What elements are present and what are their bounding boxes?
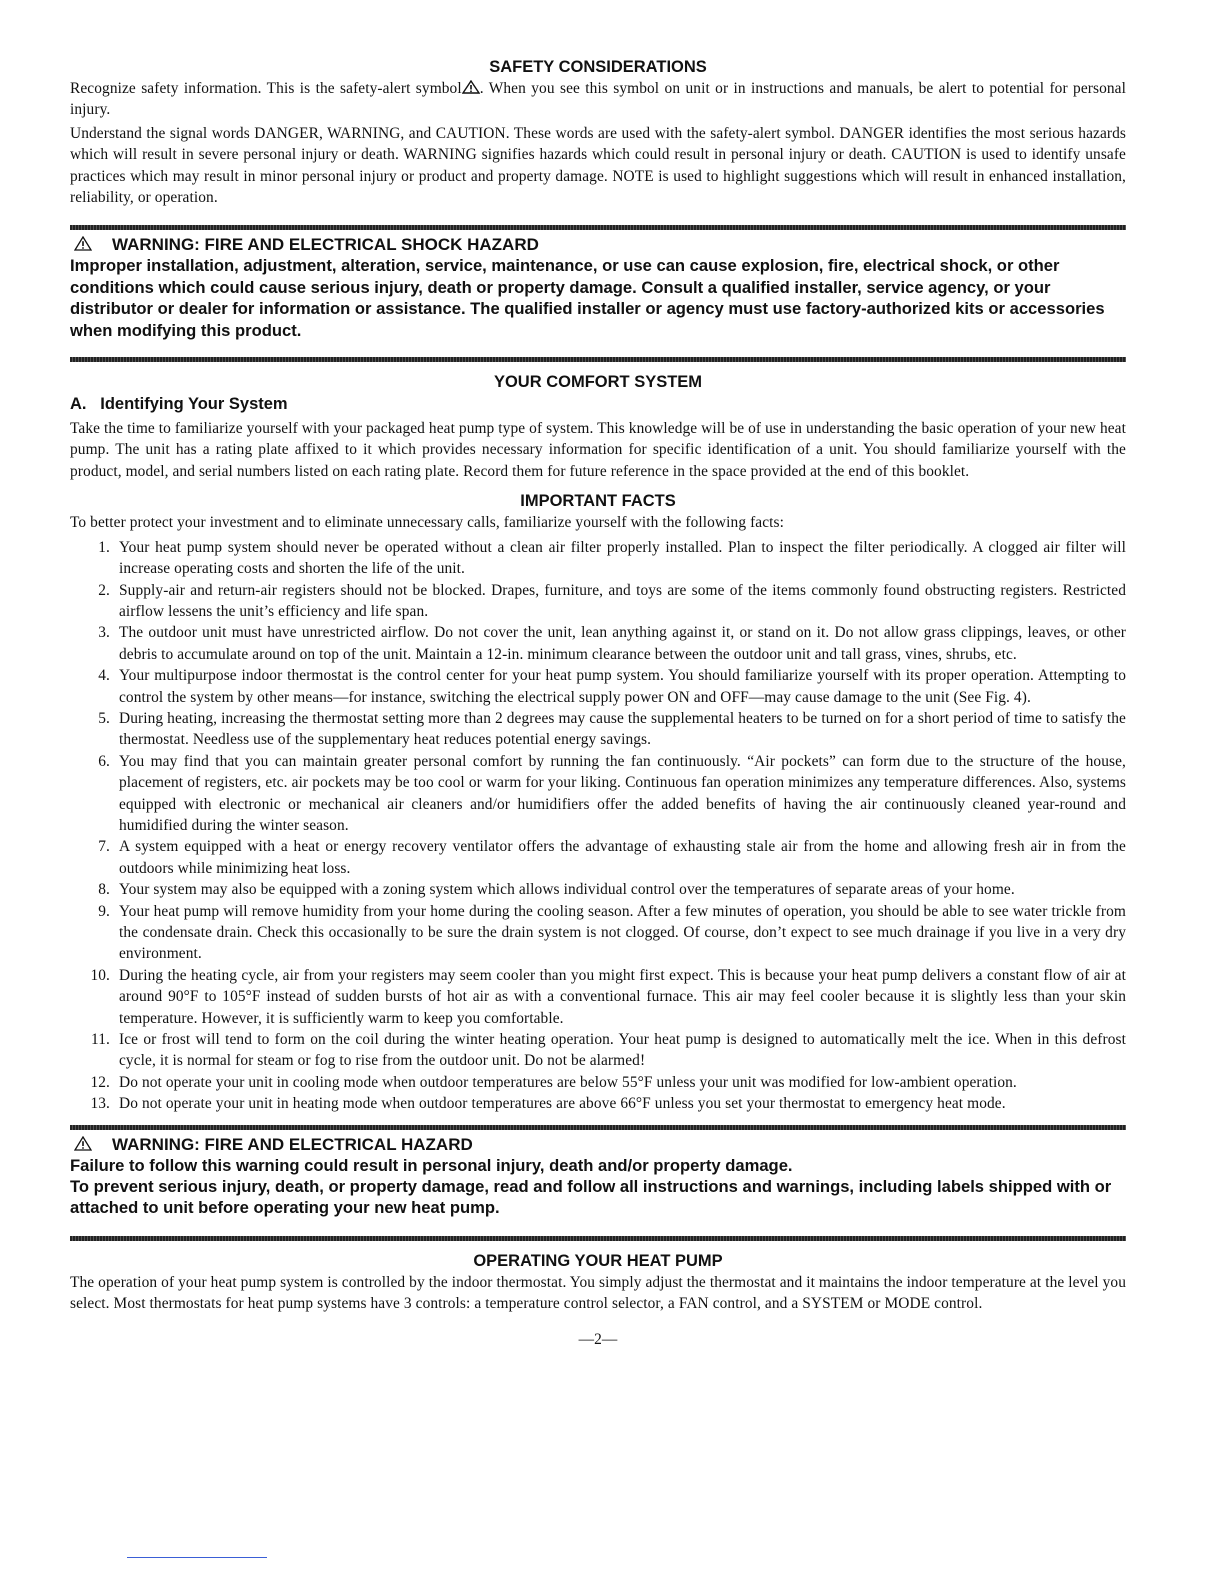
warning-triangle-icon [74,236,92,251]
fact-number: 7. [98,838,110,856]
fact-number: 1. [98,538,110,556]
divider-rule [70,1125,1126,1130]
comfort-heading: YOUR COMFORT SYSTEM [493,373,703,392]
fact-text: A system equipped with a heat or energy recovery ventilator offers the advantage of exhausting stale air from the home and allowing fresh air in from the outdoors while minimizing heat loss. [119,838,1126,877]
warning-box-2 [70,1134,1126,1219]
facts-intro: To better protect your investment and to eliminate unnecessary calls, familiarize yourself with the following facts: [70,514,784,532]
safety-alert-icon [462,80,480,94]
divider-rule [70,225,1126,230]
page-number: —2— [578,1330,618,1348]
manual-page [70,56,1126,1350]
footer-link-underline [127,1557,267,1558]
fact-item [70,622,1126,665]
fact-item [70,1093,1126,1114]
fact-number: 11. [91,1031,110,1049]
fact-item [70,879,1126,900]
fact-item [70,580,1126,623]
safety-paragraph-2: Understand the signal words DANGER, WARNING, and CAUTION. These words are used with the safety-alert symbol. DANGER identifies the most serious hazards which will result in severe personal injury or death. WARNING signifies hazards which could result in personal injury or death. CAUTION is used to identify unsafe practices which may result in minor personal injury or product and property damage. NOTE is used to highlight suggestions which will result in enhanced installation, reliability, or operation. [70,124,1126,207]
fact-text: Your system may also be equipped with a zoning system which allows individual control over the temperatures of separate areas of your home. [119,881,1015,899]
facts-heading: IMPORTANT FACTS [520,492,676,511]
fact-number: 4. [98,667,110,685]
fact-number: 5. [98,709,110,727]
fact-number: 3. [98,624,110,642]
divider-rule [70,357,1126,362]
fact-number: 6. [98,752,110,770]
fact-item [70,1029,1126,1072]
fact-item [70,901,1126,965]
fact-text: The outdoor unit must have unrestricted airflow. Do not cover the unit, lean anything against it, or stand on it. Do not allow grass clippings, leaves, or other debris to accumulate around on top of the unit. Maintain a 12-in. minimum clearance between the outdoor unit and tall grass, vines, shrubs, etc. [119,624,1126,663]
fact-text: Do not operate your unit in cooling mode when outdoor temperatures are below 55°F unless your unit was modified for low-ambient operation. [119,1073,1017,1091]
fact-text: During heating, increasing the thermostat setting more than 2 degrees may cause the supplemental heaters to be turned on for a short period of time to satisfy the thermostat. Needless use of the supplementary heat reduces potential energy savings. [119,709,1126,749]
warning-2-title: WARNING: FIRE AND ELECTRICAL HAZARD [112,1134,473,1154]
fact-text: Your heat pump system should never be operated without a clean air filter properly installed. Plan to inspect the filter periodically. A clogged air filter will increase operating costs and shorten the life of the unit. [119,538,1126,578]
fact-text: Ice or frost will tend to form on the coil during the winter heating operation. Your heat pump is designed to automatically melt the ice. When in this defrost cycle, it is normal for steam or fog to rise from the outdoor unit. Do not be alarmed! [119,1031,1126,1070]
fact-text: Supply-air and return-air registers should not be blocked. Drapes, furniture, and toys are some of the items commonly found obstructing registers. Restricted airflow lessens the unit’s efficiency and life span. [119,581,1126,620]
safety-heading: SAFETY CONSIDERATIONS [489,58,707,76]
warning-1-body: Improper installation, adjustment, alteration, service, maintenance, or use can cause explosion, fire, electrical shock, or other conditions which could cause serious injury, death or property damage. Consult a qualified installer, service agency, or your distributor or dealer for information or assistance. The qualified installer or agency must use factory-authorized kits or accessories when modifying this product. [70,256,1105,340]
fact-text: During the heating cycle, air from your registers may seem cooler than you might first expect. This is because your heat pump delivers a constant flow of air at around 90°F to 105°F instead of sudden bursts of hot air as with a conventional furnace. This air may feel cooler because it is slightly less than your skin temperature. However, it is sufficiently warm to keep you comfortable. [119,966,1126,1027]
fact-number: 13. [90,1095,110,1113]
safety-p1-start: Recognize safety information. This is the safety-alert symbol [70,80,462,97]
operating-paragraph: The operation of your heat pump system is controlled by the indoor thermostat. You simply adjust the thermostat and it maintains the indoor temperature at the level you select. Most thermostats for heat pump systems have 3 controls: a temperature control selector, a FAN control, and a SYSTEM or MODE control. [70,1273,1126,1313]
fact-number: 8. [98,881,110,899]
warning-1-title: WARNING: FIRE AND ELECTRICAL SHOCK HAZARD [112,235,539,255]
fact-number: 12. [90,1073,110,1091]
warning-2-line-1: Failure to follow this warning could result in personal injury, death and/or property damage. [70,1155,793,1175]
fact-number: 10. [90,966,110,984]
fact-text: Do not operate your unit in heating mode when outdoor temperatures are above 66°F unless you set your thermostat to emergency heat mode. [119,1095,1006,1113]
safety-p1-end: . When you see this symbol on unit or in instructions and manuals, be alert to potential for personal injury. [70,80,1126,119]
fact-item [70,965,1126,1029]
warning-box-1 [70,234,1126,341]
comfort-subheading: A. Identifying Your System [70,395,288,414]
warning-1-title-row [74,234,1126,255]
fact-text: You may find that you can maintain greater personal comfort by running the fan continuously. “Air pockets” can form due to the structure of the house, placement of registers, etc. air pockets may be too cool or warm for your liking. Continuous fan operation minimizes any temperature differences. Also, systems equipped with electronic or mechanical air cleaners and/or humidifiers offer the added benefits of having the air continuously cleaned year-round and humidified during the winter season. [119,752,1126,834]
fact-text: Your multipurpose indoor thermostat is the control center for your heat pump system. You should familiarize yourself with its proper operation. Attempting to control the system by other means—for instance, switching the electrical supply power ON and OFF—may cause damage to the unit (See Fig. 4). [119,667,1126,706]
warning-2-title-row [74,1134,1126,1155]
fact-item [70,1072,1126,1093]
facts-list [70,537,1126,1115]
fact-number: 9. [98,902,110,920]
divider-rule [70,1236,1126,1241]
fact-number: 2. [98,581,110,599]
fact-item [70,708,1126,751]
comfort-paragraph: Take the time to familiarize yourself with your packaged heat pump type of system. This knowledge will be of use in understanding the basic operation of your new heat pump. The unit has a rating plate affixed to it which provides necessary information for specific identification of a unit. You should familiarize yourself with the product, model, and serial numbers listed on each rating plate. Record them for future reference in the space provided at the end of this booklet. [70,420,1126,480]
warning-2-line-2: To prevent serious injury, death, or property damage, read and follow all instructions and warnings, including labels shipped with or attached to unit before operating your new heat pump. [70,1177,1112,1218]
safety-paragraph-1 [70,78,1126,121]
fact-text: Your heat pump will remove humidity from your home during the cooling season. After a few minutes of operation, you should be able to see water trickle from the condensate drain. Check this occasionally to be sure the drain system is not clogged. Of course, don’t expect to see much drainage if you live in a very dry environment. [119,902,1126,963]
fact-item [70,665,1126,708]
fact-item [70,537,1126,580]
warning-triangle-icon [74,1136,92,1151]
operating-heading: OPERATING YOUR HEAT PUMP [473,1251,723,1270]
fact-item [70,751,1126,837]
fact-item [70,836,1126,879]
